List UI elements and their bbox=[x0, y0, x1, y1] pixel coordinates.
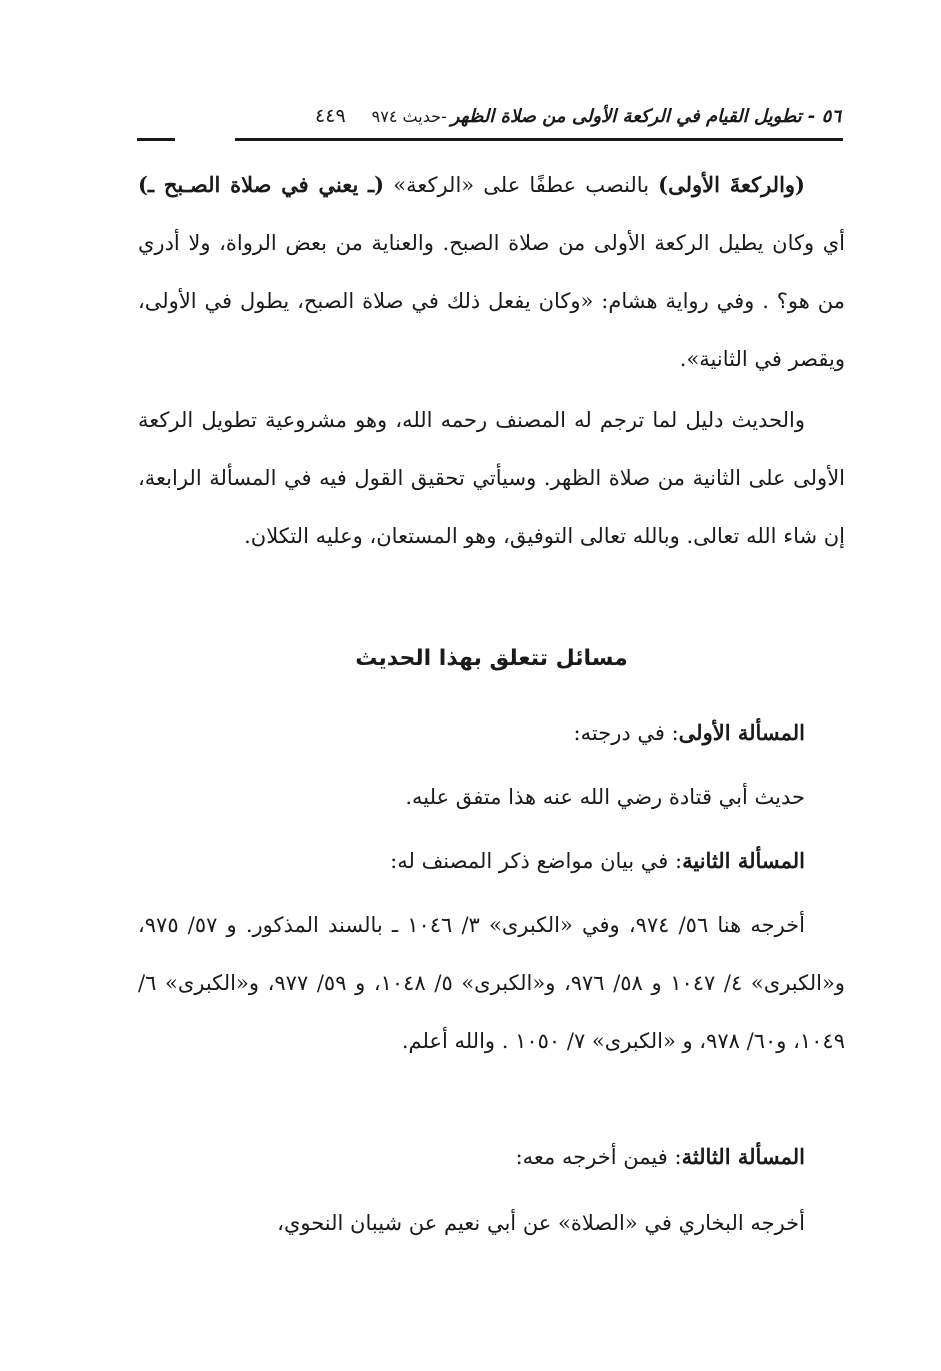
paragraph-commentary bbox=[138, 156, 845, 388]
paragraph-text: حديث أبي قتادة رضي الله عنه هذا متفق عليه. bbox=[405, 785, 805, 809]
question-text: : في درجته: bbox=[573, 721, 679, 745]
page-number: ٤٤٩ bbox=[315, 105, 346, 127]
question-text: : فيمن أخرجه معه: bbox=[515, 1145, 682, 1169]
running-header bbox=[140, 96, 841, 136]
paragraph-text: والحديث دليل لما ترجم له المصنف رحمه الله، وهو مشروعية تطويل الركعة الأولى على الثانية من صلاة الظهر. وسيأتي تحقيق القول فيه في المسألة الرابعة، إن شاء الله تعالى. وبالله تعالى التوفيق، وهو المستعان، وعليه التكلان. bbox=[138, 408, 845, 548]
paragraph-text: أخرجه هنا ٥٦/ ٩٧٤، وفي «الكبرى» ٣/ ١٠٤٦ ـ بالسند المذكور. و ٥٧/ ٩٧٥، و«الكبرى» ٤/ ١٠٤٧ و ٥٨/ ٩٧٦، و«الكبرى» ٥/ ١٠٤٨، و ٥٩/ ٩٧٧، و«الكبرى» ٦/ ١٠٤٩، و٦٠/ ٩٧٨، و «الكبرى» ٧/ ١٠٥٠ . والله أعلم. bbox=[138, 913, 845, 1053]
question-text: : في بيان مواضع ذكر المصنف له: bbox=[390, 849, 683, 873]
header-title: ٥٦ - تطويل القيام في الركعة الأولى من صلاة الظهر bbox=[450, 105, 841, 127]
header-rule-segment bbox=[137, 138, 173, 141]
header-rule bbox=[137, 138, 843, 141]
section-title: مسائل تتعلق بهذا الحديث bbox=[355, 646, 628, 671]
question-label: المسألة الثالثة bbox=[681, 1144, 805, 1169]
question-3-body bbox=[138, 1194, 845, 1252]
header-hadith-number: -حديث ٩٧٤ bbox=[371, 106, 447, 126]
question-label: المسألة الأولى bbox=[678, 720, 805, 745]
paragraph-text: أخرجه البخاري في «الصلاة» عن أبي نعيم عن شيبان النحوي، bbox=[277, 1211, 805, 1235]
bold-phrase: (ـ يعني في صلاة الصـبح ـ) bbox=[138, 172, 385, 197]
question-1-body bbox=[138, 768, 845, 826]
question-1-heading bbox=[138, 704, 845, 762]
bold-phrase: (والركعةَ الأولى) bbox=[658, 172, 805, 197]
paragraph-conclusion bbox=[138, 391, 845, 565]
paragraph-text: بالنصب عطفًا على «الركعة» bbox=[384, 173, 659, 197]
question-label: المسألة الثانية bbox=[682, 848, 805, 873]
question-3-heading bbox=[138, 1128, 845, 1186]
question-2-body bbox=[138, 896, 845, 1070]
paragraph-text: أي وكان يطيل الركعة الأولى من صلاة الصبح. والعناية من بعض الرواة، ولا أدري من هو؟ . وفي رواية هشام: «وكان يفعل ذلك في صلاة الصبح، يطول في الأولى، ويقصر في الثانية». bbox=[138, 231, 845, 371]
question-2-heading bbox=[138, 832, 845, 890]
